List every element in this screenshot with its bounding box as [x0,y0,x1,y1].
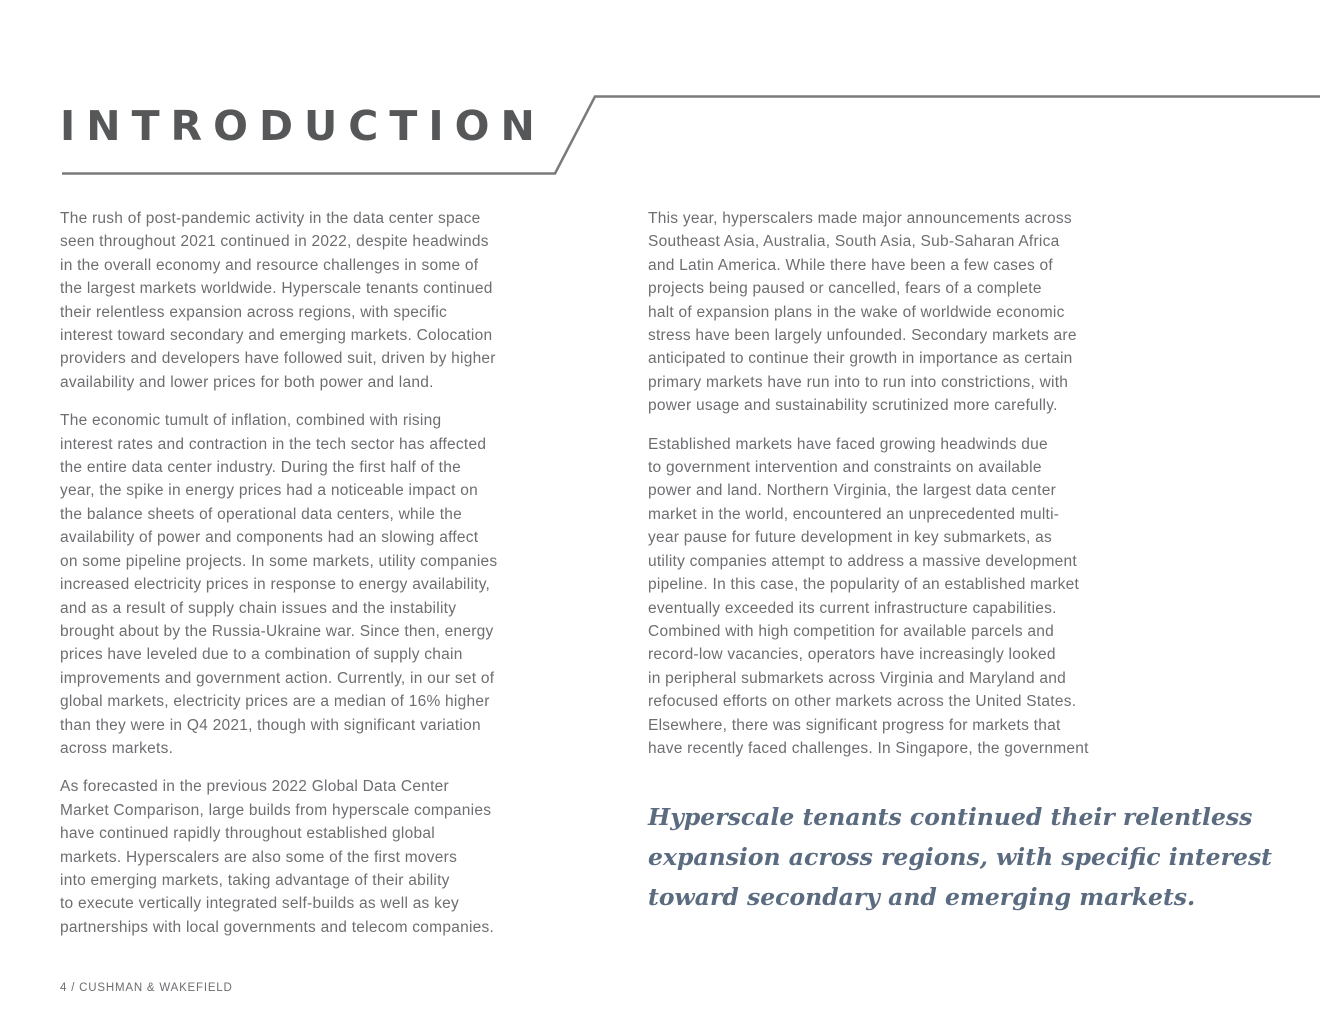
text-line: eventually exceeded its current infrastructure capabilities. [648,599,1057,617]
page-footer: 4 / CUSHMAN & WAKEFIELD [60,982,233,994]
text-line: on some pipeline projects. In some markets, utility companies [60,552,498,570]
text-line: The economic tumult of inflation, combined with rising [60,412,442,430]
text-line: the balance sheets of operational data centers, while the [60,505,463,523]
text-line: markets. Hyperscalers are also some of the first movers [60,848,458,866]
text-line: than they were in Q4 2021, though with significant variation [60,716,481,734]
text-line: have recently faced challenges. In Singapore, the government [648,739,1089,757]
text-line: and as a result of supply chain issues and the instability [60,599,457,617]
text-line: have continued rapidly throughout established global [60,825,435,843]
paragraph [60,207,580,394]
text-line: year pause for future development in key submarkets, as [648,529,1053,547]
text-line: pipeline. In this case, the popularity of an established market [648,576,1080,594]
text-line: power and land. Northern Virginia, the largest data center [648,482,1056,500]
text-line: increased electricity prices in response to energy availability, [60,576,491,594]
text-line: interest toward secondary and emerging markets. Colocation [60,327,493,345]
text-line: Established markets have faced growing headwinds due [648,435,1048,453]
text-line: in the overall economy and resource challenges in some of [60,256,479,274]
text-line: halt of expansion plans in the wake of worldwide economic [648,303,1065,321]
text-line: primary markets have run into to run into constrictions, with [648,373,1069,391]
text-line: availability of power and components had an slowing affect [60,529,479,547]
text-line: seen throughout 2021 continued in 2022, despite headwinds [60,233,489,251]
page-title: INTRODUCTION [60,102,546,150]
text-line: the entire data center industry. During the first half of the [60,459,461,477]
text-line: The rush of post-pandemic activity in the data center space [60,210,481,227]
text-line: anticipated to continue their growth in importance as certain [648,350,1073,368]
text-line: stress have been largely unfounded. Secondary markets are [648,327,1077,345]
text-line: prices have leveled due to a combination of supply chain [60,646,463,664]
text-line: This year, hyperscalers made major announcements across [648,210,1072,227]
text-line: utility companies attempt to address a massive development [648,552,1077,570]
text-line: and Latin America. While there have been a few cases of [648,256,1053,274]
text-line: in peripheral submarkets across Virginia and Maryland and [648,669,1067,687]
text-line: across markets. [60,739,174,757]
text-line: record-low vacancies, operators have increasingly looked [648,646,1056,664]
pull-quote-line: expansion across regions, with specific interest [648,843,1273,871]
text-line: market in the world, encountered an unprecedented multi- [648,505,1060,523]
pull-quote-line: toward secondary and emerging markets. [648,883,1196,911]
paragraph [648,207,1168,418]
text-line: their relentless expansion across regions, with specific [60,303,448,321]
text-line: Elsewhere, there was significant progress for markets that [648,716,1061,734]
text-line: improvements and government action. Currently, in our set of [60,669,495,687]
text-line: Market Comparison, large builds from hyperscale companies [60,801,492,819]
text-line: to execute vertically integrated self-builds as well as key [60,895,459,913]
left-column [60,207,580,954]
right-column [648,207,1168,775]
text-line: Southeast Asia, Australia, South Asia, Sub-Saharan Africa [648,233,1060,251]
text-line: projects being paused or cancelled, fears of a complete [648,280,1042,298]
text-line: partnerships with local governments and telecom companies. [60,918,495,936]
text-line: into emerging markets, taking advantage of their ability [60,871,450,889]
text-line: year, the spike in energy prices had a noticeable impact on [60,482,478,500]
text-line: the largest markets worldwide. Hyperscale tenants continued [60,280,493,298]
text-line: to government intervention and constraints on available [648,459,1042,477]
text-line: Combined with high competition for available parcels and [648,622,1055,640]
text-line: availability and lower prices for both power and land. [60,373,434,391]
pull-quote-line: Hyperscale tenants continued their relentless [648,803,1253,831]
text-line: providers and developers have followed suit, driven by higher [60,350,496,368]
text-line: refocused efforts on other markets across the United States. [648,693,1077,711]
paragraph [60,409,580,760]
pull-quote [648,797,1273,917]
text-line: power usage and sustainability scrutinized more carefully. [648,397,1058,415]
text-line: brought about by the Russia-Ukraine war. Since then, energy [60,622,494,640]
paragraph [60,775,580,939]
text-line: As forecasted in the previous 2022 Global Data Center [60,778,449,796]
text-line: interest rates and contraction in the tech sector has affected [60,435,487,453]
text-line: global markets, electricity prices are a median of 16% higher [60,693,490,711]
paragraph [648,433,1168,761]
